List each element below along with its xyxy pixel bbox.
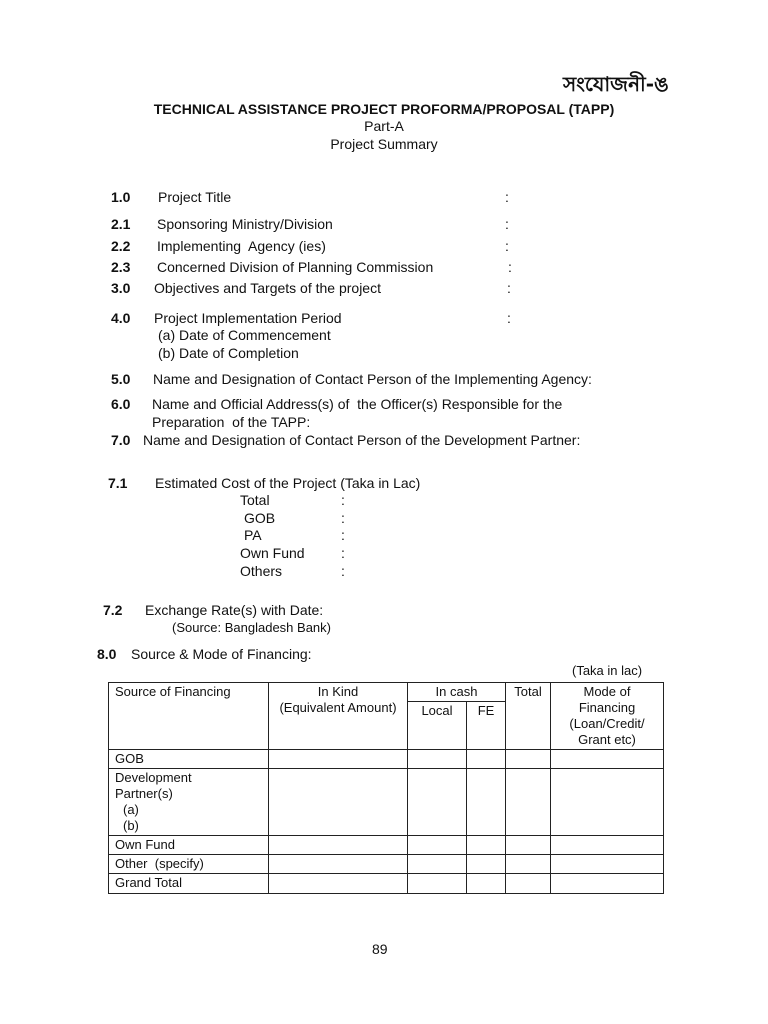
cell	[551, 855, 664, 874]
cost-row-label: PA	[244, 527, 262, 543]
cell	[408, 769, 467, 836]
dp-line1: Development	[115, 770, 192, 785]
part-label: Part-A	[364, 118, 404, 134]
cell	[467, 874, 506, 894]
item-number: 2.3	[111, 259, 131, 275]
item-label: Objectives and Targets of the project	[154, 280, 381, 296]
row-own-fund: Own Fund	[109, 836, 269, 855]
row-gob: GOB	[109, 750, 269, 769]
cell	[408, 855, 467, 874]
table-header-row	[109, 683, 664, 702]
item-colon: :	[507, 280, 511, 296]
cost-row-colon: :	[341, 563, 345, 579]
table-row	[109, 836, 664, 855]
header-mode-line2: Financing	[578, 700, 636, 715]
cell	[506, 750, 551, 769]
item-number: 1.0	[111, 189, 131, 205]
item-colon: :	[505, 216, 509, 232]
row-development-partner	[109, 769, 269, 836]
cell	[467, 836, 506, 855]
cell	[408, 836, 467, 855]
page-number: 89	[372, 941, 388, 957]
cell	[408, 874, 467, 894]
table-row	[109, 855, 664, 874]
item-colon: :	[508, 259, 512, 275]
table-row	[109, 769, 664, 836]
cell	[551, 769, 664, 836]
cell	[506, 769, 551, 836]
item71-label: Estimated Cost of the Project (Taka in Lac)	[155, 475, 421, 491]
item-number: 4.0	[111, 310, 131, 326]
header-in-kind-line1: In Kind	[317, 684, 359, 699]
cost-row-label: Others	[240, 563, 283, 579]
item72-label: Exchange Rate(s) with Date:	[145, 602, 324, 618]
cell	[551, 874, 664, 894]
item-label: Implementing Agency (ies)	[157, 238, 326, 254]
cost-row-label: GOB	[244, 510, 276, 526]
cost-row-label: Total	[240, 492, 270, 508]
header-in-kind	[269, 683, 408, 750]
item-colon: :	[505, 189, 509, 205]
cost-row-colon: :	[341, 545, 345, 561]
dp-line3: (a)	[123, 802, 139, 817]
item-label: Concerned Division of Planning Commission	[157, 259, 434, 275]
annex-tag: সংযোজনী-ঙ	[563, 72, 669, 96]
cell	[551, 836, 664, 855]
cell	[467, 750, 506, 769]
item6-label-line2: Preparation of the TAPP:	[152, 414, 311, 430]
header-mode-line1: Mode of	[583, 684, 631, 699]
header-source: Source of Financing	[109, 683, 269, 750]
header-mode-line4: Grant etc)	[578, 732, 636, 747]
row-other: Other (specify)	[109, 855, 269, 874]
cell	[269, 769, 408, 836]
item-label: Project Title	[158, 189, 232, 205]
item8-number: 8.0	[97, 646, 117, 662]
cell	[269, 855, 408, 874]
cell	[269, 874, 408, 894]
cell	[506, 855, 551, 874]
document-title: TECHNICAL ASSISTANCE PROJECT PROFORMA/PROPOSAL (TAPP)	[153, 101, 615, 117]
header-mode	[551, 683, 664, 750]
cost-row-colon: :	[341, 527, 345, 543]
cell	[506, 874, 551, 894]
financing-unit: (Taka in lac)	[572, 663, 643, 678]
item72-number: 7.2	[103, 602, 123, 618]
completion-label: (b) Date of Completion	[158, 345, 299, 361]
dp-line2: Partner(s)	[115, 786, 173, 801]
item7-label: Name and Designation of Contact Person of the Development Partner:	[143, 432, 581, 448]
header-fe: FE	[467, 702, 506, 750]
financing-table	[108, 682, 664, 894]
header-total: Total	[506, 683, 551, 750]
item-colon: :	[507, 310, 511, 326]
item-colon: :	[505, 238, 509, 254]
item6-label-line1: Name and Official Address(s) of the Officer(s) Responsible for the	[152, 396, 563, 412]
row-grand-total: Grand Total	[109, 874, 269, 894]
header-mode-line3: (Loan/Credit/	[569, 716, 645, 731]
cost-row-label: Own Fund	[240, 545, 305, 561]
cell	[551, 750, 664, 769]
cell	[467, 855, 506, 874]
section-subtitle: Project Summary	[330, 136, 438, 152]
cost-row-colon: :	[341, 510, 345, 526]
dp-line4: (b)	[123, 818, 139, 833]
header-in-kind-line2: (Equivalent Amount)	[279, 700, 397, 715]
header-local: Local	[408, 702, 467, 750]
cell	[269, 836, 408, 855]
table-row	[109, 750, 664, 769]
item8-label: Source & Mode of Financing:	[131, 646, 312, 662]
cost-row-colon: :	[341, 492, 345, 508]
cell	[467, 769, 506, 836]
cell	[269, 750, 408, 769]
item-number: 2.1	[111, 216, 131, 232]
header-in-cash: In cash	[408, 683, 506, 702]
cell	[408, 750, 467, 769]
item5-number: 5.0	[111, 371, 131, 387]
item-number: 3.0	[111, 280, 131, 296]
item71-number: 7.1	[108, 475, 128, 491]
item-label: Sponsoring Ministry/Division	[157, 216, 333, 232]
item7-number: 7.0	[111, 432, 131, 448]
exchange-source: (Source: Bangladesh Bank)	[172, 620, 331, 635]
item-label: Project Implementation Period	[154, 310, 342, 326]
table-row	[109, 874, 664, 894]
item5-label: Name and Designation of Contact Person of the Implementing Agency:	[153, 371, 592, 387]
commencement-label: (a) Date of Commencement	[158, 327, 331, 343]
item6-number: 6.0	[111, 396, 131, 412]
item-number: 2.2	[111, 238, 131, 254]
cell	[506, 836, 551, 855]
